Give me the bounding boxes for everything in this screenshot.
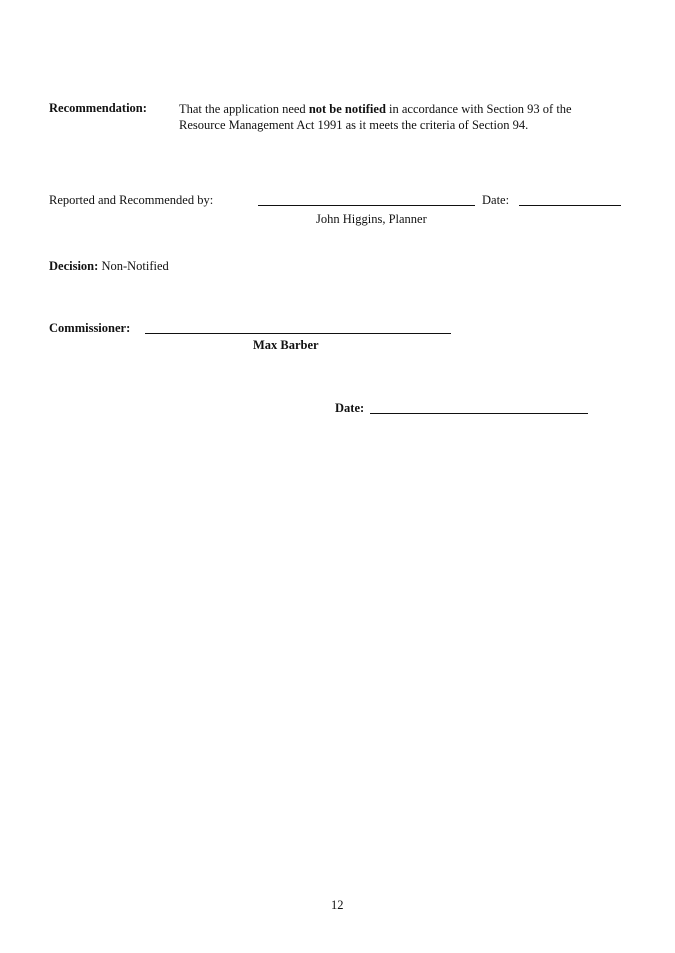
reported-date-label: Date: <box>482 193 510 207</box>
commissioner-date-line <box>370 413 588 414</box>
decision-value: Non-Notified <box>101 259 169 273</box>
recommendation-text-after: in accordance with Section 93 of the <box>385 102 572 116</box>
recommendation-text-line2: Resource Management Act 1991 as it meets the criteria of Section 94. <box>179 118 529 132</box>
page-number: 12 <box>331 898 344 912</box>
recommendation-text-bold: not be notified <box>308 102 386 116</box>
commissioner-signature-line <box>145 333 451 334</box>
reported-by-label: Reported and Recommended by: <box>49 193 214 207</box>
reported-signature-line <box>258 205 475 206</box>
commissioner-label: Commissioner: <box>49 321 131 335</box>
commissioner-date-label: Date: <box>335 401 365 415</box>
reported-signatory-name: John Higgins, Planner <box>316 212 427 226</box>
commissioner-name: Max Barber <box>253 338 319 352</box>
decision-label: Decision: <box>49 259 99 273</box>
decision <box>49 259 169 274</box>
recommendation-label: Recommendation: <box>49 101 147 115</box>
recommendation-text <box>179 101 639 133</box>
reported-date-line <box>519 205 621 206</box>
recommendation-text-before: That the application need <box>179 102 309 116</box>
